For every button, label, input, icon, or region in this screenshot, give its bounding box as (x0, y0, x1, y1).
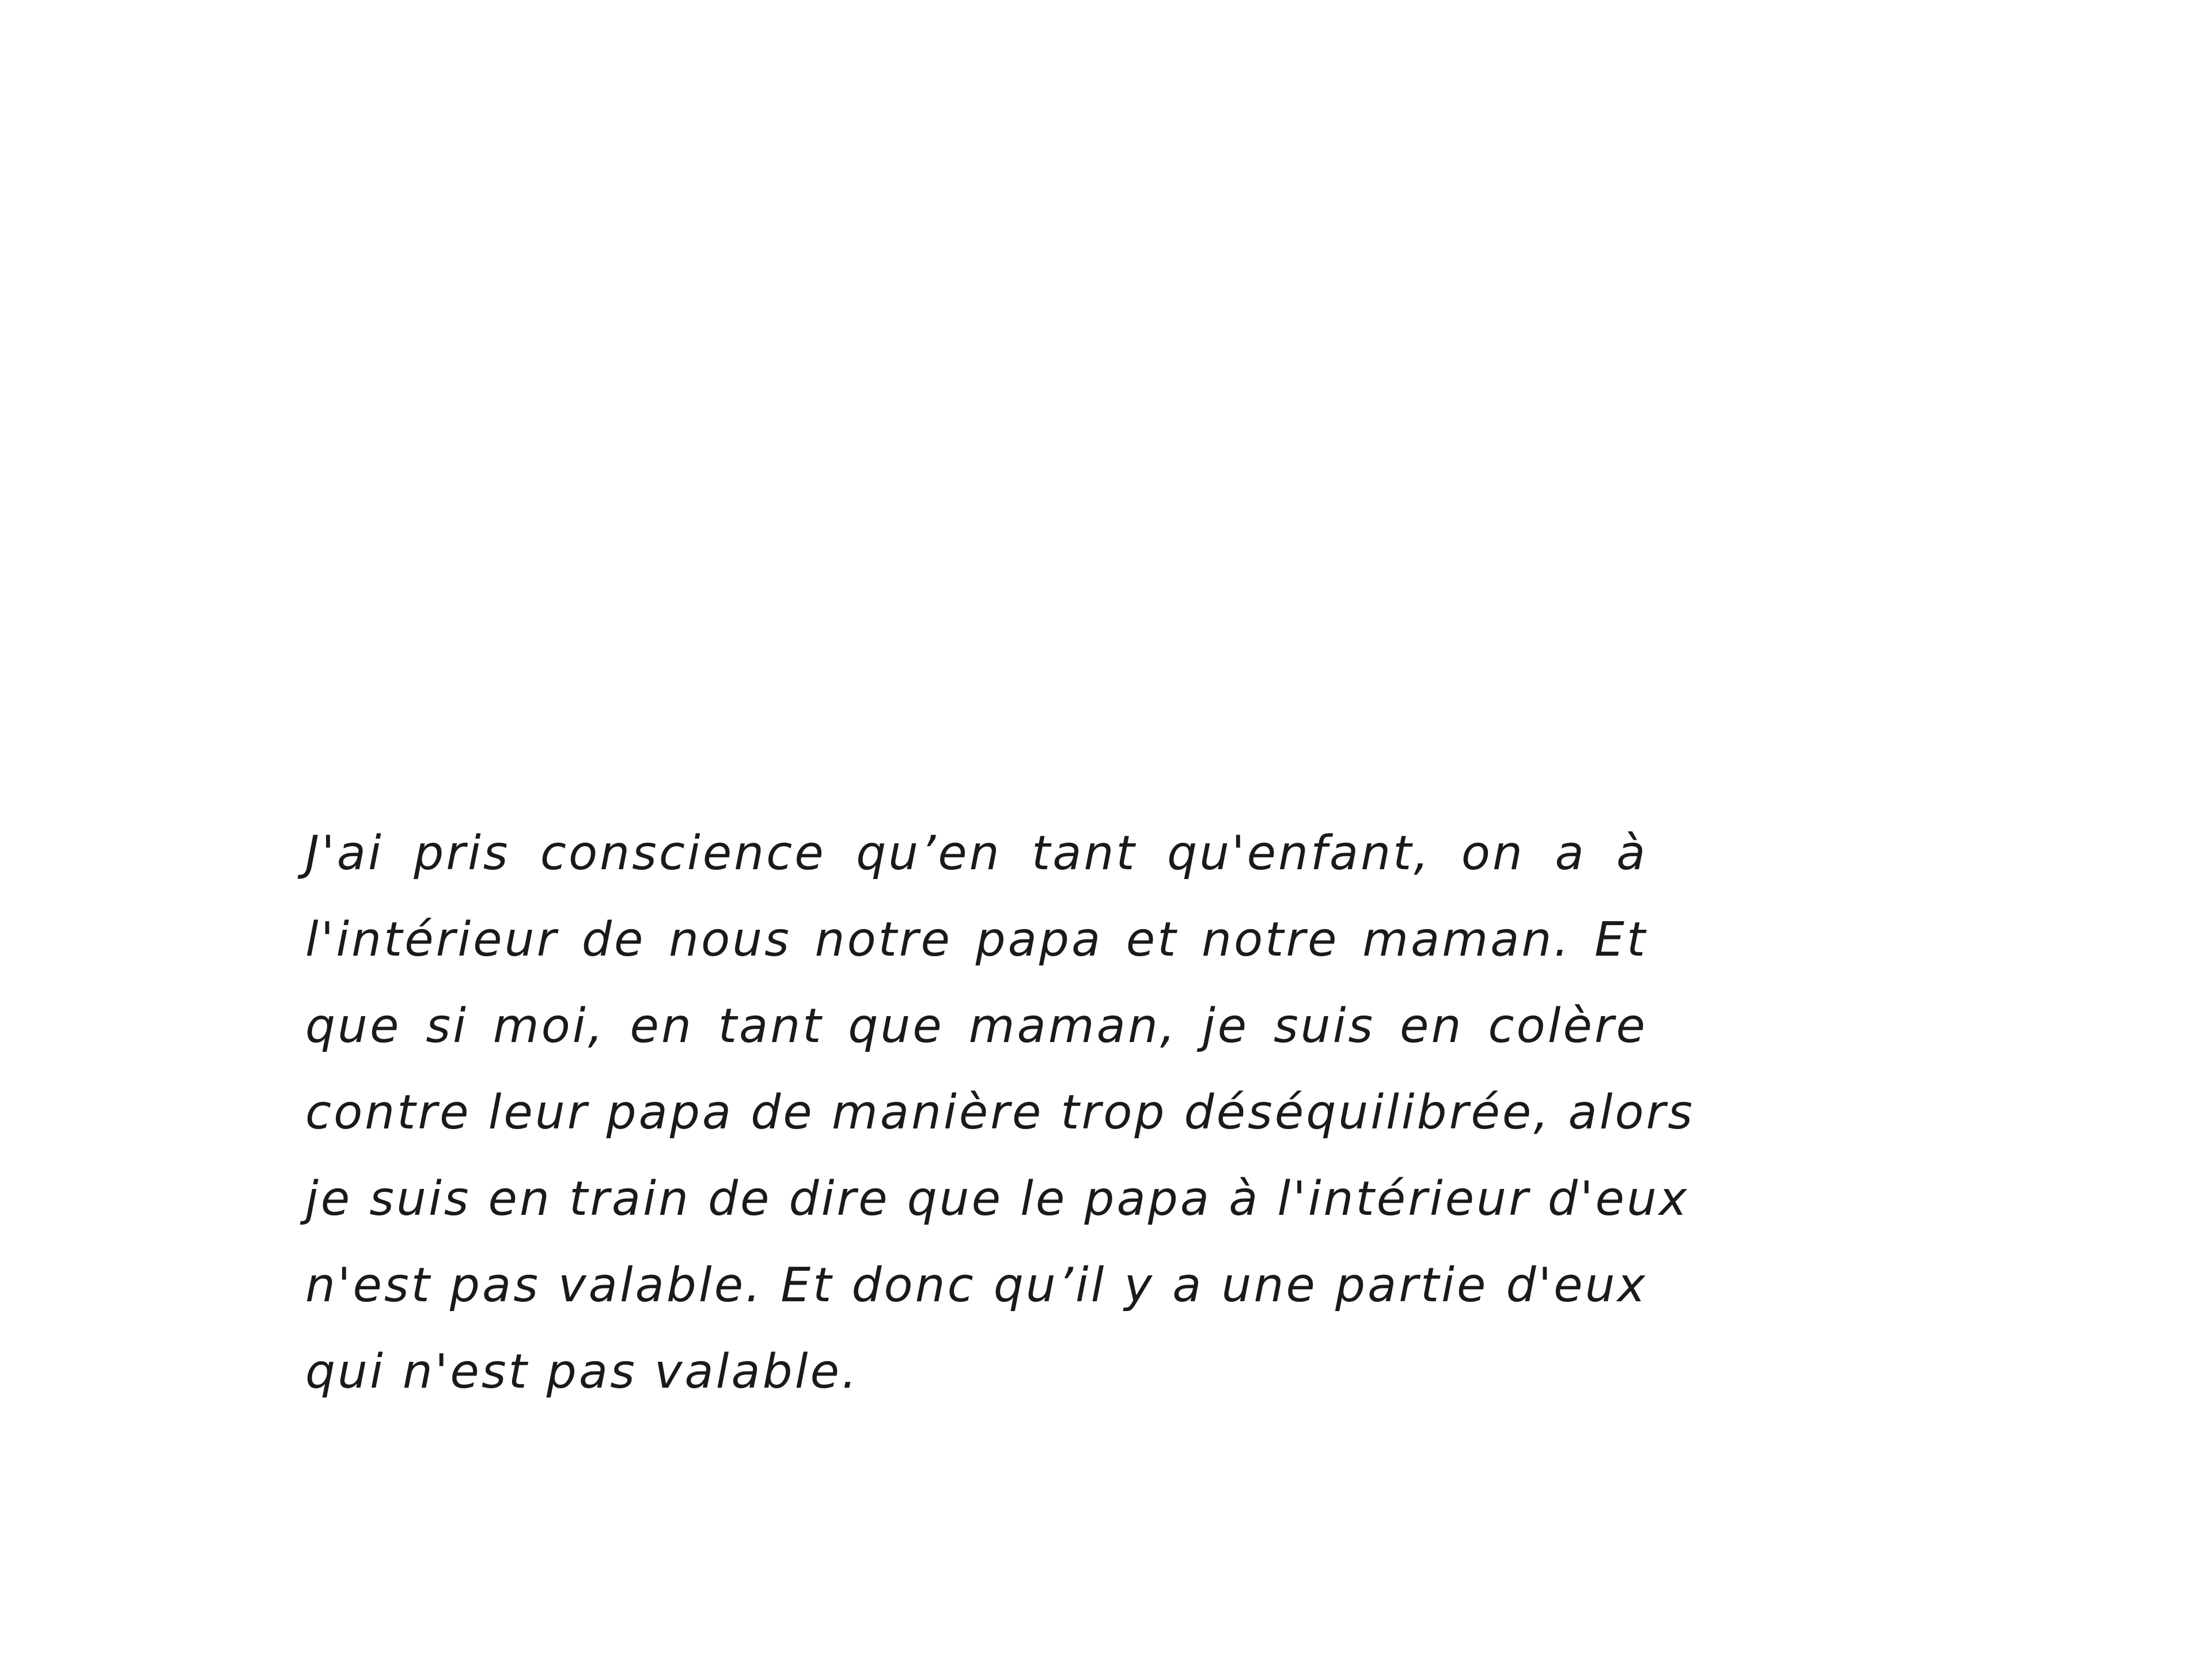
quote-line-3: que si moi, en tant que maman, je suis en colère (305, 999, 1647, 1054)
quote-line-4: contre leur papa de manière trop déséquilibrée, alors (305, 1085, 1695, 1140)
quote-line-5: je suis en train de dire que le papa à l'intérieur d'eux (305, 1172, 1690, 1226)
quote-line-7: qui n'est pas valable. (305, 1344, 859, 1399)
quote-line-6: n'est pas valable. Et donc qu’il y a une partie d'eux (305, 1258, 1647, 1313)
quote-line-2: l'intérieur de nous notre papa et notre maman. Et (305, 912, 1647, 967)
quote-paragraph (305, 810, 1695, 1415)
quote-line-1: J'ai pris conscience qu’en tant qu'enfant, on a à (305, 826, 1648, 881)
